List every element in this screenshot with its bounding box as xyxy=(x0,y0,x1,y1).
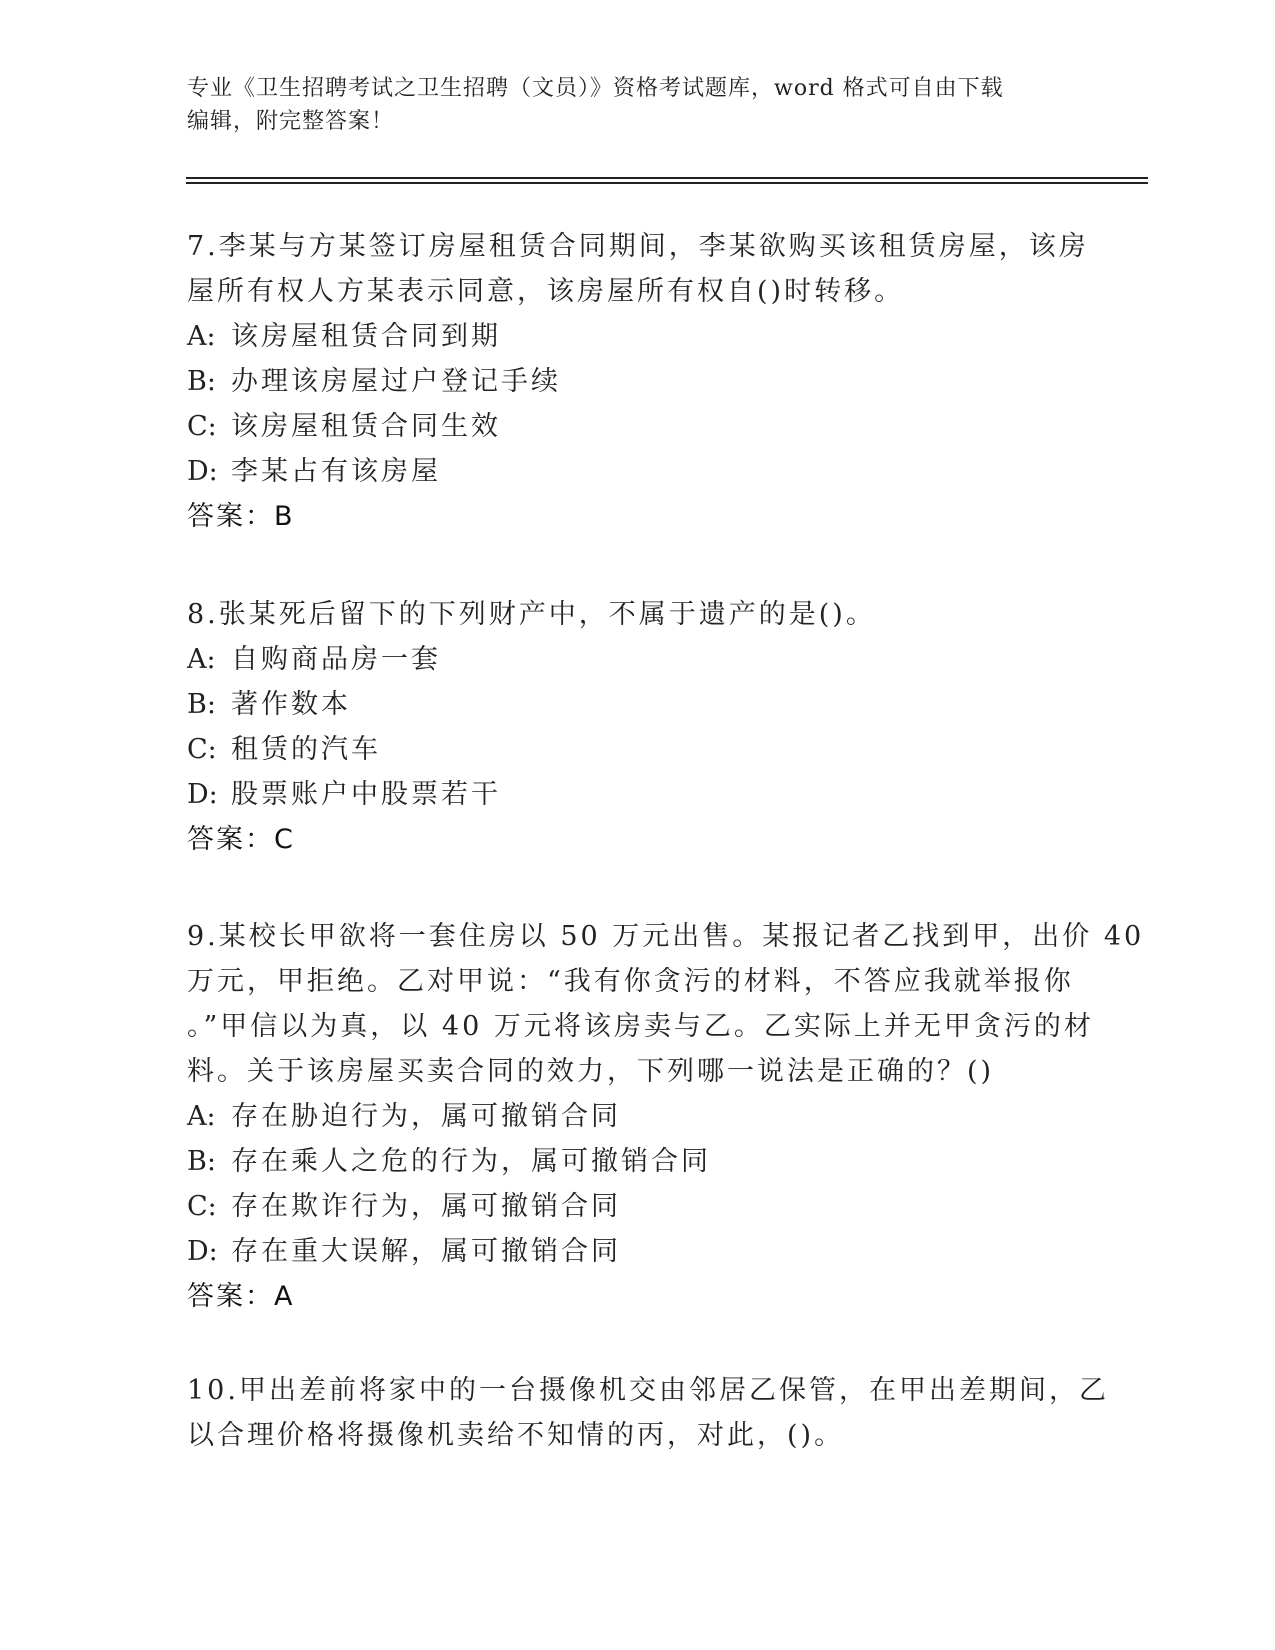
option-text: 该房屋租赁合同到期 xyxy=(231,321,501,352)
question-9 xyxy=(187,914,1145,1320)
answer-line: 答案：C xyxy=(187,824,295,855)
option-text: 股票账户中股票若干 xyxy=(231,779,501,810)
option-d xyxy=(187,772,1087,817)
option-a xyxy=(187,1094,1087,1139)
header-line-1: 专业《卫生招聘考试之卫生招聘（文员）》资格考试题库，word 格式可自由下载 xyxy=(187,76,1004,101)
question-8 xyxy=(187,592,1087,863)
question-line: 料。关于该房屋买卖合同的效力，下列哪一说法是正确的？() xyxy=(187,1056,995,1087)
option-text: 存在胁迫行为，属可撤销合同 xyxy=(231,1101,621,1132)
option-text: 著作数本 xyxy=(231,689,351,720)
option-text: 办理该房屋过户登记手续 xyxy=(231,366,561,397)
answer-line: 答案：B xyxy=(187,501,295,532)
header-line-2: 编辑，附完整答案！ xyxy=(187,109,395,134)
answer-line: 答案：A xyxy=(187,1281,295,1312)
option-b xyxy=(187,359,1087,404)
document-header xyxy=(187,72,1067,138)
option-c xyxy=(187,1184,1087,1229)
option-text: 存在乘人之危的行为，属可撤销合同 xyxy=(231,1146,711,1177)
option-d xyxy=(187,449,1087,494)
option-text: 租赁的汽车 xyxy=(231,734,381,765)
option-a xyxy=(187,637,1087,682)
option-label: B: xyxy=(187,366,216,397)
option-label: A: xyxy=(187,644,216,675)
question-line: 万元，甲拒绝。乙对甲说：“我有你贪污的材料，不答应我就举报你 xyxy=(187,966,1074,997)
option-label: B: xyxy=(187,689,216,720)
question-7 xyxy=(187,224,1087,540)
option-text: 存在欺诈行为，属可撤销合同 xyxy=(231,1191,621,1222)
question-text xyxy=(187,1368,1109,1458)
option-text: 自购商品房一套 xyxy=(231,644,441,675)
question-line: 9.某校长甲欲将一套住房以 50 万元出售。某报记者乙找到甲，出价 40 xyxy=(187,921,1145,952)
option-c xyxy=(187,404,1087,449)
question-line: 以合理价格将摄像机卖给不知情的丙，对此，()。 xyxy=(187,1420,845,1451)
question-line: 。”甲信以为真，以 40 万元将该房卖与乙。乙实际上并无甲贪污的材 xyxy=(187,1011,1094,1042)
option-text: 该房屋租赁合同生效 xyxy=(231,411,501,442)
question-text xyxy=(187,224,1087,314)
question-text xyxy=(187,914,1145,1094)
option-label: C: xyxy=(187,411,217,442)
option-label: A: xyxy=(187,1101,216,1132)
option-label: D: xyxy=(187,1236,218,1267)
option-a xyxy=(187,314,1087,359)
option-text: 存在重大误解，属可撤销合同 xyxy=(231,1236,621,1267)
option-b xyxy=(187,1139,1087,1184)
header-divider-bottom xyxy=(186,182,1148,184)
question-line: 屋所有权人方某表示同意，该房屋所有权自()时转移。 xyxy=(187,276,905,307)
option-c xyxy=(187,727,1087,772)
question-text xyxy=(187,592,1087,637)
option-d xyxy=(187,1229,1087,1274)
option-b xyxy=(187,682,1087,727)
question-line: 7.李某与方某签订房屋租赁合同期间，李某欲购买该租赁房屋，该房 xyxy=(187,231,1089,262)
option-label: B: xyxy=(187,1146,216,1177)
option-label: C: xyxy=(187,1191,217,1222)
option-label: A: xyxy=(187,321,216,352)
question-line: 10.甲出差前将家中的一台摄像机交由邻居乙保管，在甲出差期间，乙 xyxy=(187,1375,1109,1406)
question-line: 8.张某死后留下的下列财产中，不属于遗产的是()。 xyxy=(187,599,876,630)
option-label: C: xyxy=(187,734,217,765)
question-10 xyxy=(187,1368,1109,1458)
option-label: D: xyxy=(187,779,218,810)
header-divider-top xyxy=(186,177,1148,179)
option-label: D: xyxy=(187,456,218,487)
option-text: 李某占有该房屋 xyxy=(231,456,441,487)
